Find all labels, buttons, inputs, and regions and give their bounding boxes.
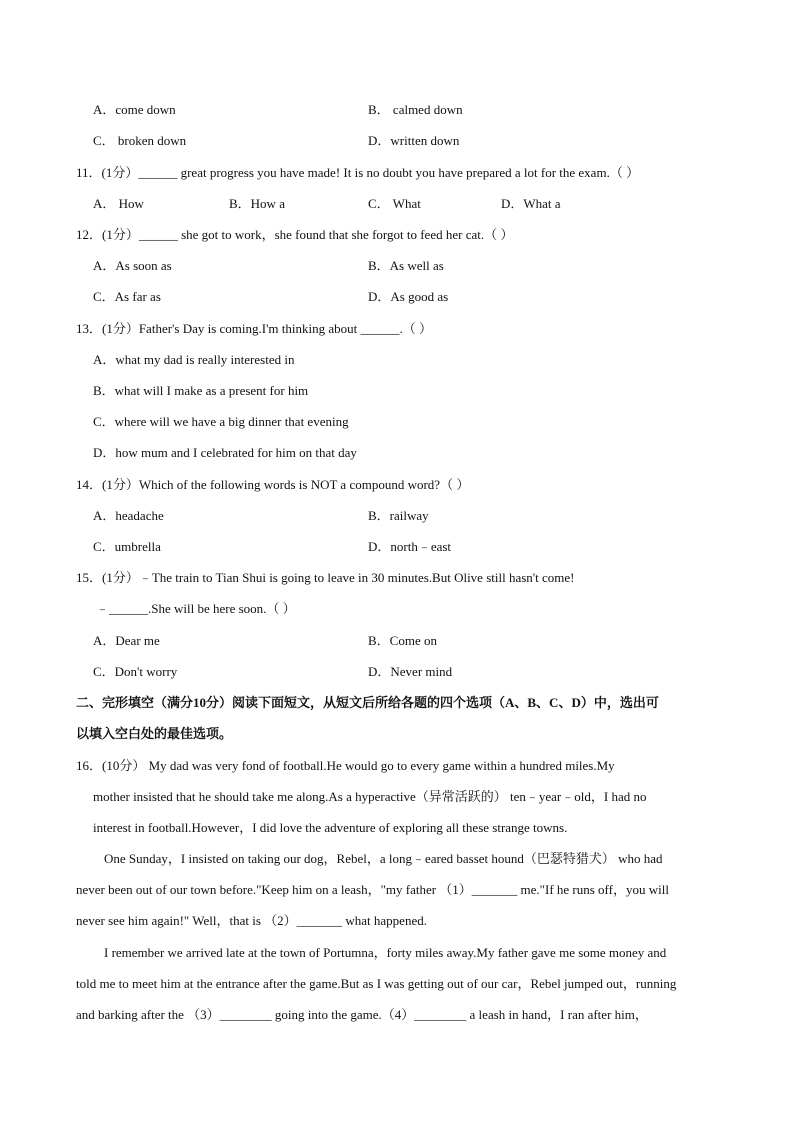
q12-option-d: D．As good as (368, 289, 449, 304)
q11-option-c: C． What (368, 196, 421, 211)
q11-option-d: D．What a (501, 196, 561, 211)
q15-option-c: C．Don't worry (93, 664, 178, 679)
q16-passage-line-7: I remember we arrived late at the town of Portumna，forty miles away.My father gave me some money and (104, 945, 667, 960)
q15-stem-reply: ﹣______.She will be here soon.（ ） (96, 601, 296, 616)
q12-option-c: C．As far as (93, 289, 161, 304)
q10-option-a: A．come down (93, 102, 176, 117)
q13-option-c: C．where will we have a big dinner that evening (93, 414, 349, 429)
q12-stem: 12．(1分）______ she got to work，she found that she forgot to feed her cat.（ ） (76, 227, 514, 242)
section-2-heading-cont: 以填入空白处的最佳选项。 (76, 726, 233, 741)
q13-option-b: B．what will I make as a present for him (93, 383, 309, 398)
q14-option-b: B．railway (368, 508, 429, 523)
q15-option-a: A．Dear me (93, 633, 160, 648)
q10-option-d: D．written down (368, 133, 460, 148)
q11-option-b: B．How a (229, 196, 285, 211)
q12-option-a: A．As soon as (93, 258, 172, 273)
q16-passage-line-4: One Sunday，I insisted on taking our dog，Rebel，a long﹣eared basset hound（巴瑟特猎犬） who had (104, 851, 663, 866)
q14-stem: 14．(1分）Which of the following words is NOT a compound word?（ ） (76, 477, 470, 492)
q16-passage-line-3: interest in football.However，I did love the adventure of exploring all these strange towns. (93, 820, 568, 835)
q16-passage-line-1: 16．(10分） My dad was very fond of football.He would go to every game within a hundred miles.My (76, 758, 615, 773)
q15-option-d: D．Never mind (368, 664, 453, 679)
q10-option-b: B． calmed down (368, 102, 463, 117)
q12-option-b: B．As well as (368, 258, 444, 273)
q16-passage-line-9: and barking after the （3）________ going into the game.（4）________ a leash in hand，I ran after him， (76, 1007, 648, 1022)
q13-stem: 13．(1分）Father's Day is coming.I'm thinking about ______.（ ） (76, 321, 433, 336)
q16-passage-line-6: never see him again!" Well，that is （2）_______ what happened. (76, 913, 427, 928)
q14-option-d: D．north﹣east (368, 539, 452, 554)
q11-stem: 11．(1分）______ great progress you have made! It is no doubt you have prepared a lot for the exam.（ ） (76, 165, 640, 180)
q14-option-a: A．headache (93, 508, 164, 523)
q13-option-a: A．what my dad is really interested in (93, 352, 295, 367)
q16-passage-line-2: mother insisted that he should take me along.As a hyperactive（异常活跃的） ten﹣year﹣old，I had no (93, 789, 647, 804)
q13-option-d: D．how mum and I celebrated for him on that day (93, 445, 357, 460)
q14-option-c: C．umbrella (93, 539, 161, 554)
q15-stem: 15．(1分）﹣The train to Tian Shui is going to leave in 30 minutes.But Olive still hasn't come! (76, 570, 575, 585)
q15-option-b: B．Come on (368, 633, 437, 648)
section-2-heading: 二、完形填空（满分10分）阅读下面短文，从短文后所给各题的四个选项（A、B、C、D）中，选出可 (76, 695, 659, 710)
q16-passage-line-5: never been out of our town before."Keep him on a leash，"my father （1）_______ me."If he runs off，you will (76, 882, 669, 897)
q16-passage-line-8: told me to meet him at the entrance after the game.But as I was getting out of our car，Rebel jumped out，running (76, 976, 677, 991)
q10-option-c: C． broken down (93, 133, 187, 148)
q11-option-a: A． How (93, 196, 144, 211)
